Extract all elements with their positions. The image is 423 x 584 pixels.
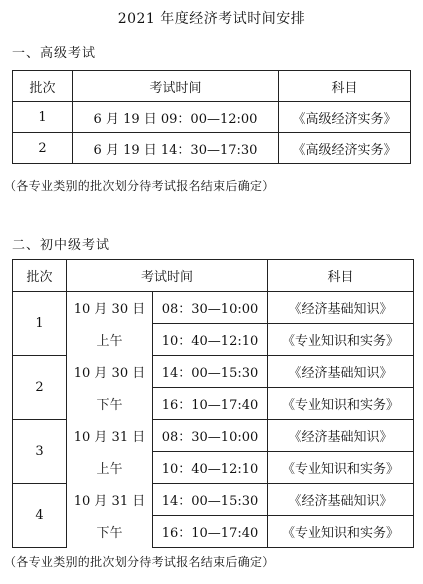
table-row [13,102,411,133]
time-cell: 6 月 19 日 09：00—12:00 [73,102,279,133]
header-exam-time: 考试时间 [73,71,279,102]
time-cell: 14：00—15:30 [153,484,268,516]
table-row [13,484,414,516]
table-row [13,292,414,324]
time-cell: 16：10—17:40 [153,516,268,548]
table-row [13,452,414,484]
table-row [13,133,411,164]
section-heading-senior: 一、高级考试 [12,46,97,61]
senior-exam-table [12,70,411,164]
subject-cell: 《专业知识和实务》 [268,516,414,548]
batch-cell: 1 [13,292,67,356]
time-cell: 16：10—17:40 [153,388,268,420]
table-row [13,516,414,548]
subject-cell: 《经济基础知识》 [268,356,414,388]
subject-cell: 《经济基础知识》 [268,420,414,452]
date-cell: 10 月 31 日 [67,420,153,452]
subject-cell: 《专业知识和实务》 [268,452,414,484]
time-cell: 08：30—10:00 [153,420,268,452]
batch-cell: 2 [13,133,73,164]
batch-cell: 1 [13,102,73,133]
period-cell: 下午 [67,388,153,420]
period-cell: 上午 [67,324,153,356]
subject-cell: 《高级经济实务》 [279,102,411,133]
subject-cell: 《高级经济实务》 [279,133,411,164]
batch-cell: 4 [13,484,67,548]
date-cell: 10 月 30 日 [67,292,153,324]
date-cell: 10 月 31 日 [67,484,153,516]
period-cell: 上午 [67,452,153,484]
time-cell: 14：00—15:30 [153,356,268,388]
document-title: 2021 年度经济考试时间安排 [117,11,306,27]
table-row [13,388,414,420]
header-subject: 科目 [279,71,411,102]
period-cell: 下午 [67,516,153,548]
junior-note: （各专业类别的批次划分待考试报名结束后确定） [4,555,275,569]
date-cell: 10 月 30 日 [67,356,153,388]
table-row [13,324,414,356]
table-row [13,420,414,452]
subject-cell: 《专业知识和实务》 [268,324,414,356]
batch-cell: 2 [13,356,67,420]
senior-note: （各专业类别的批次划分待考试报名结束后确定） [4,179,275,193]
header-subject: 科目 [268,260,414,292]
header-exam-time: 考试时间 [67,260,268,292]
header-batch: 批次 [13,260,67,292]
time-cell: 6 月 19 日 14：30—17:30 [73,133,279,164]
time-cell: 10：40—12:10 [153,452,268,484]
junior-exam-table [12,259,414,548]
table-header-row [13,260,414,292]
time-cell: 08：30—10:00 [153,292,268,324]
time-cell: 10：40—12:10 [153,324,268,356]
section-heading-junior: 二、初中级考试 [12,238,111,253]
batch-cell: 3 [13,420,67,484]
table-header-row [13,71,411,102]
subject-cell: 《经济基础知识》 [268,292,414,324]
table-row [13,356,414,388]
header-batch: 批次 [13,71,73,102]
subject-cell: 《经济基础知识》 [268,484,414,516]
subject-cell: 《专业知识和实务》 [268,388,414,420]
